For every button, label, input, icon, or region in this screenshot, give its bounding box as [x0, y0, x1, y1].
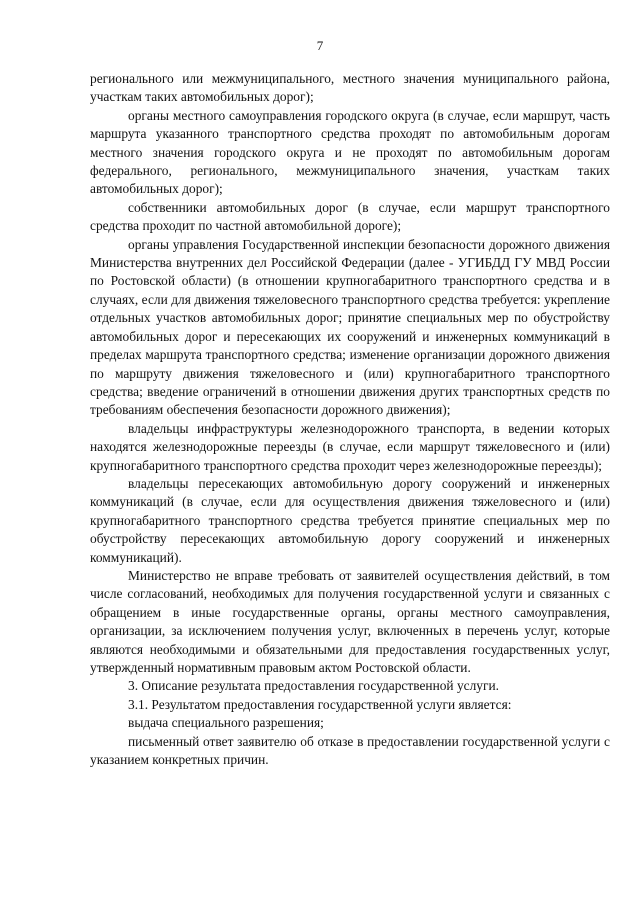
paragraph-road-owners: собственники автомобильных дорог (в случае, если маршрут транспортного средства проходит по частной автомобильной дороге);: [90, 199, 610, 234]
list-item-permit: выдача специального разрешения;: [128, 715, 324, 731]
list-item-refusal: письменный ответ заявителю об отказе в предоставлении государственной услуги с указанием конкретных причин.: [90, 733, 610, 768]
page-number: 7: [316, 38, 324, 53]
paragraph-local-government: органы местного самоуправления городского округа (в случае, если маршрут, часть маршрута указанного транспортного средства проходят по автомобильным дорогам местного значения городского округа и не проходят по автомобильным дорогам федерального, регионального, межмуниципального значения, участкам таких автомобильных дорог);: [90, 107, 610, 197]
paragraph-ministry-restrictions: Министерство не вправе требовать от заявителей осуществления действий, в том числе согласований, необходимых для получения государственной услуги и связанных с обращением в иные государственные органы, органы местного самоуправления, организации, за исключением получения услуг, включенных в перечень услуг, которые являются необходимыми и обязательными для предоставления государственных услуг, утвержденный нормативным правовым актом Ростовской области.: [90, 567, 610, 675]
section-heading-3: 3. Описание результата предоставления государственной услуги.: [128, 678, 499, 694]
document-body: [90, 70, 610, 769]
paragraph-railway-owners: владельцы инфраструктуры железнодорожного транспорта, в ведении которых находятся железнодорожные переезды (в случае, если маршрут тяжеловесного и (или) крупногабаритного транспортного средства проходит через железнодорожные переезды);: [90, 420, 610, 473]
paragraph-3-1: 3.1. Результатом предоставления государственной услуги является:: [128, 696, 512, 712]
paragraph-crossing-structures: владельцы пересекающих автомобильную дорогу сооружений и инженерных коммуникаций (в случае, если для осуществления движения тяжеловесного и (или) крупногабаритного транспортного средства требуется принятие специальных мер по обустройству пересекающих автомобильную дорогу сооружений и инженерных коммуникаций).: [90, 475, 610, 565]
paragraph-traffic-police: органы управления Государственной инспекции безопасности дорожного движения Министерства внутренних дел Российской Федерации (далее - УГИБДД ГУ МВД России по Ростовской области) (в отношении крупногабаритного транспортного средства и в случаях, если для движения тяжеловесного транспортного средства требуется: укрепление отдельных участков автомобильных дорог; принятие специальных мер по обустройству автомобильных дорог и пересекающих их сооружений и инженерных коммуникаций в пределах маршрута транспортного средства; изменение организации дорожного движения по маршруту движения тяжеловесного и (или) крупногабаритного транспортного средства; введение ограничений в отношении движения других транспортных средств по требованиям обеспечения безопасности дорожного движения);: [90, 236, 610, 418]
paragraph-continuation: регионального или межмуниципального, местного значения муниципального района, участкам таких автомобильных дорог);: [90, 71, 610, 105]
